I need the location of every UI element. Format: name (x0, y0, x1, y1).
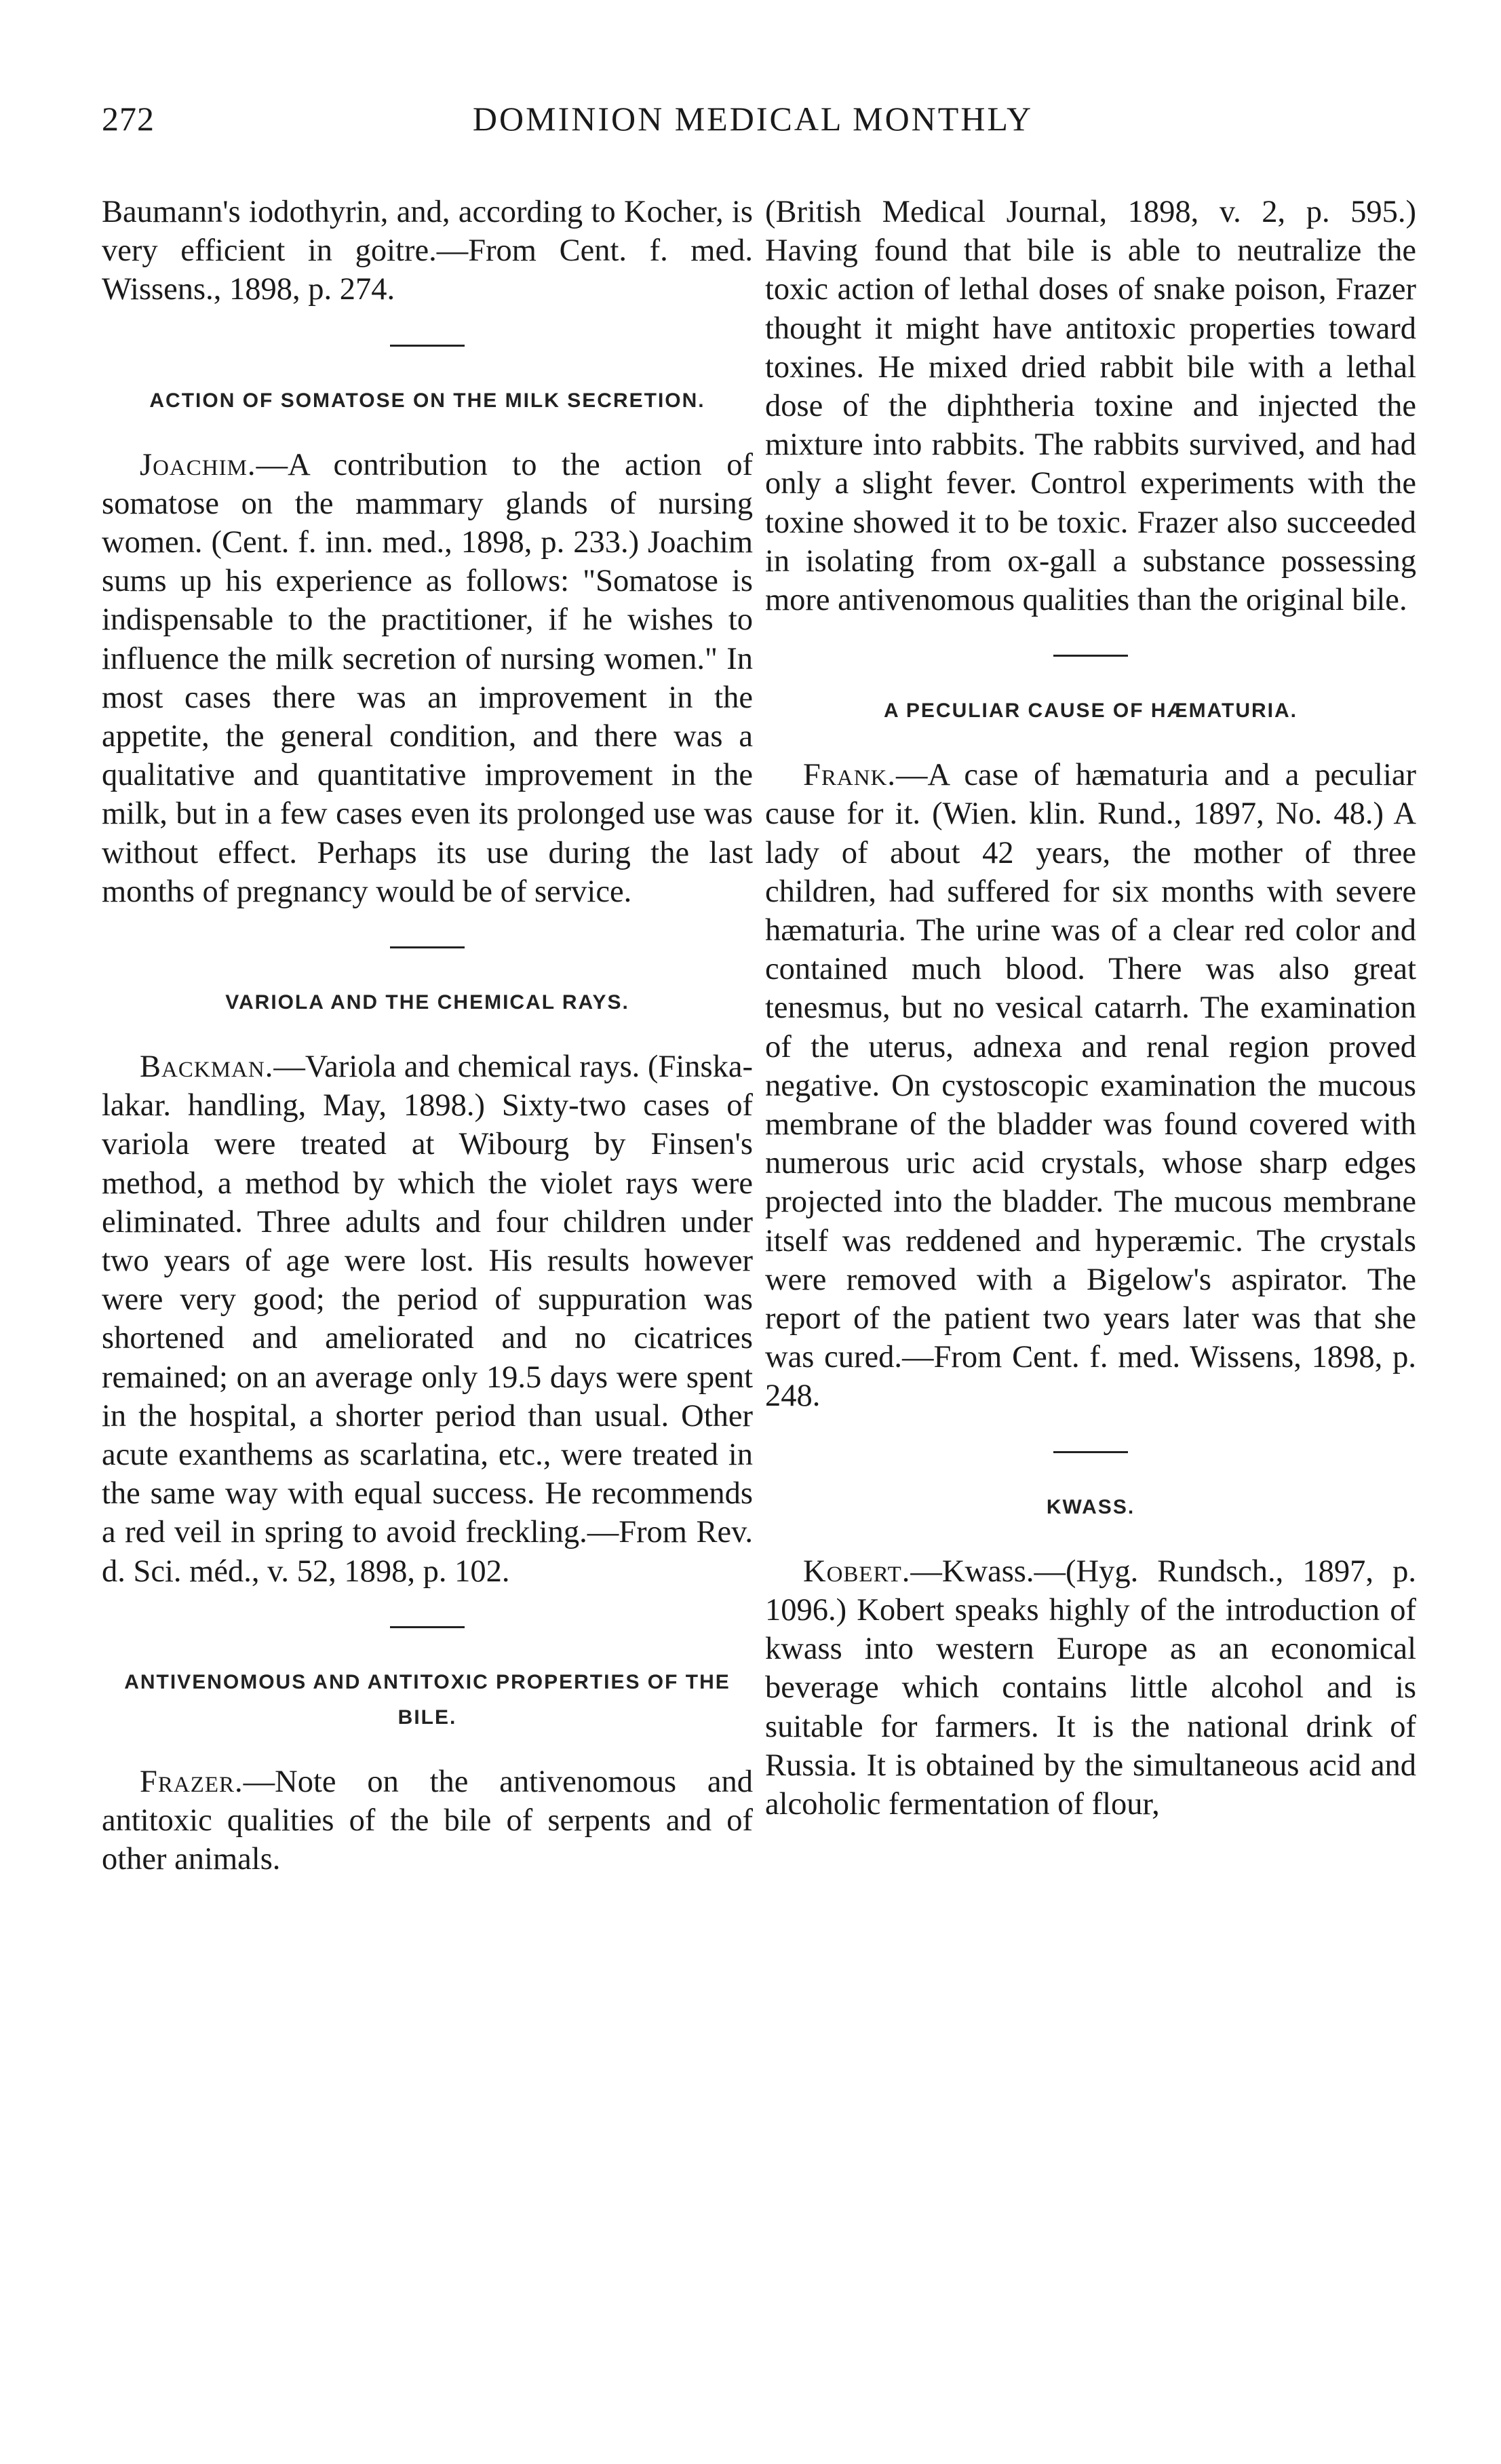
page-number: 272 (102, 100, 155, 138)
article-paragraph (102, 1763, 753, 1879)
section-title: A PECULIAR CAUSE OF HÆMATURIA. (884, 699, 1298, 723)
running-head: DOMINION MEDICAL MONTHLY (472, 100, 1034, 138)
article-paragraph (765, 1552, 1416, 1824)
right-column (765, 193, 1416, 1824)
article-body: —A case of hæmaturia and a peculiar cause for it. (Wien. klin. Rund., 1897, No. 48.) A lady of about 42 years, the mother of three children, had suffered for six months with severe hæmaturia. The urine was of a clear red color and contained much blood. There was also great tenesmus, but no vesical catarrh. The examination of the uterus, adnexa and renal region proved negative. On cystoscopic examination the mucous membrane of the bladder was found covered with numerous uric acid crystals, whose sharp edges projected into the bladder. The mucous membrane itself was reddened and hyperæmic. The crystals were removed with a Bigelow's aspirator. The report of the patient two years later was that she was cured.—From Cent. f. med. Wissens, 1898, p. 248. (765, 758, 1416, 1414)
section-title: ACTION OF SOMATOSE ON THE MILK SECRETION. (149, 389, 705, 412)
article-paragraph (102, 446, 753, 911)
author-name: Kobert. (803, 1554, 911, 1589)
section-divider (390, 1626, 465, 1628)
article-body: —A contribution to the action of somatose on the mammary glands of nursing women. (Cent. f. inn. med., 1898, p. 233.) Joachim sums up his experience as follows: "Somatose is indispensable to the practitioner, if he wishes to influence the milk secretion of nursing women." In most cases there was an improvement in the appetite, the general condition, and there was a qualitative and quantitative improvement in the milk, but in a few cases even its prolonged use was without effect. Perhaps its use during the last months of pregnancy would be of service. (102, 447, 753, 909)
author-name: Frank. (803, 758, 896, 793)
article-body: —Variola and chemical rays. (Finska-lakar. handling, May, 1898.) Sixty-two cases of variola were treated at Wibourg by Finsen's method, a method by which the violet rays were eliminated. Three adults and four children under two years of age were lost. His results however were very good; the period of suppuration was shortened and ameliorated and no cicatrices remained; on an average only 19.5 days were spent in the hospital, a shorter period than usual. Other acute exanthems as scarlatina, etc., were treated in the same way with equal success. He recommends a red veil in spring to avoid freckling.—From Rev. d. Sci. méd., v. 52, 1898, p. 102. (102, 1050, 753, 1589)
section-title: VARIOLA AND THE CHEMICAL RAYS. (225, 991, 629, 1014)
section-divider (390, 345, 465, 347)
author-name: Backman. (140, 1050, 274, 1085)
author-name: Frazer. (140, 1764, 243, 1799)
article-paragraph (765, 756, 1416, 1415)
continued-paragraph: (British Medical Journal, 1898, v. 2, p. 595.) Having found that bile is able to neutralize the toxic action of lethal doses of snake poison, Frazer thought it might have antitoxic properties toward toxines. He mixed dried rabbit bile with a lethal dose of the diphtheria toxine and injected the mixture into rabbits. The rabbits survived, and had only a slight fever. Control experiments with the toxine showed it to be toxic. Frazer also succeeded in isolating from ox-gall a substance possessing more antivenomous qualities than the original bile. (765, 195, 1416, 618)
author-name: Joachim. (140, 447, 256, 482)
article-body: —Kwass.—(Hyg. Rundsch., 1897, p. 1096.) Kobert speaks highly of the introduction of kwass into western Europe as an economical beverage which contains little alcohol and is suitable for farmers. It is the national drink of Russia. It is obtained by the simultaneous acid and alcoholic fermentation of flour, (765, 1554, 1416, 1822)
section-divider (1053, 655, 1128, 657)
left-column (102, 193, 753, 1879)
continued-paragraph: Baumann's iodothyrin, and, according to Kocher, is very efficient in goitre.—From Cent. f. med. Wissens., 1898, p. 274. (102, 195, 753, 307)
section-title: KWASS. (1046, 1495, 1135, 1518)
article-paragraph (102, 1047, 753, 1591)
section-title: ANTIVENOMOUS AND ANTITOXIC PROPERTIES OF THE BILE. (124, 1670, 730, 1729)
page-header (102, 99, 1404, 140)
section-divider (1053, 1451, 1128, 1453)
article-body: —Note on the antivenomous and antitoxic qualities of the bile of serpents and of other animals. (102, 1764, 753, 1877)
section-divider (390, 946, 465, 948)
